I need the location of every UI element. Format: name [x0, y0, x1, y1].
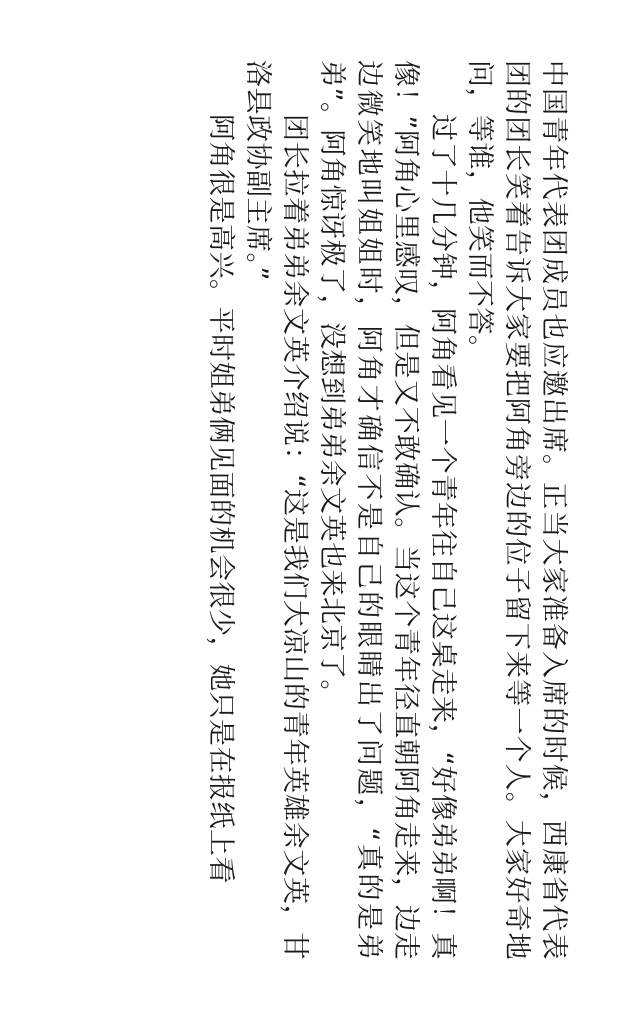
paragraph-3: 团长拉着弟弟余文英介绍说：“这是我们大凉山的青年英雄余文英，甘洛县政协副主席。” — [241, 60, 310, 960]
paragraph-4: 阿角很是高兴。平时姐弟俩见面的机会很少，她只是在报纸上看 — [204, 114, 236, 884]
rotated-text-block — [52, 60, 572, 960]
paragraph-1: 中国青年代表团成员也应邀出席。正当大家准备入席的时候，西康省代表团的团长笑着告诉大家要把阿角旁边的位子留下来等一个人。大家好奇地问，等谁，他笑而不答。 — [463, 60, 569, 960]
paragraph-2: 过了十几分钟，阿角看见一个青年往自己这桌走来，“好像弟弟啊！真像！”阿角心里感叹，但是又不敢确认。当这个青年径直朝阿角走来，边走边微笑地叫姐姐时，阿角才确信不是自己的眼睛出了问题，“真的是弟弟”。阿角惊讶极了，没想到弟弟余文英也来北京了。 — [315, 60, 458, 960]
